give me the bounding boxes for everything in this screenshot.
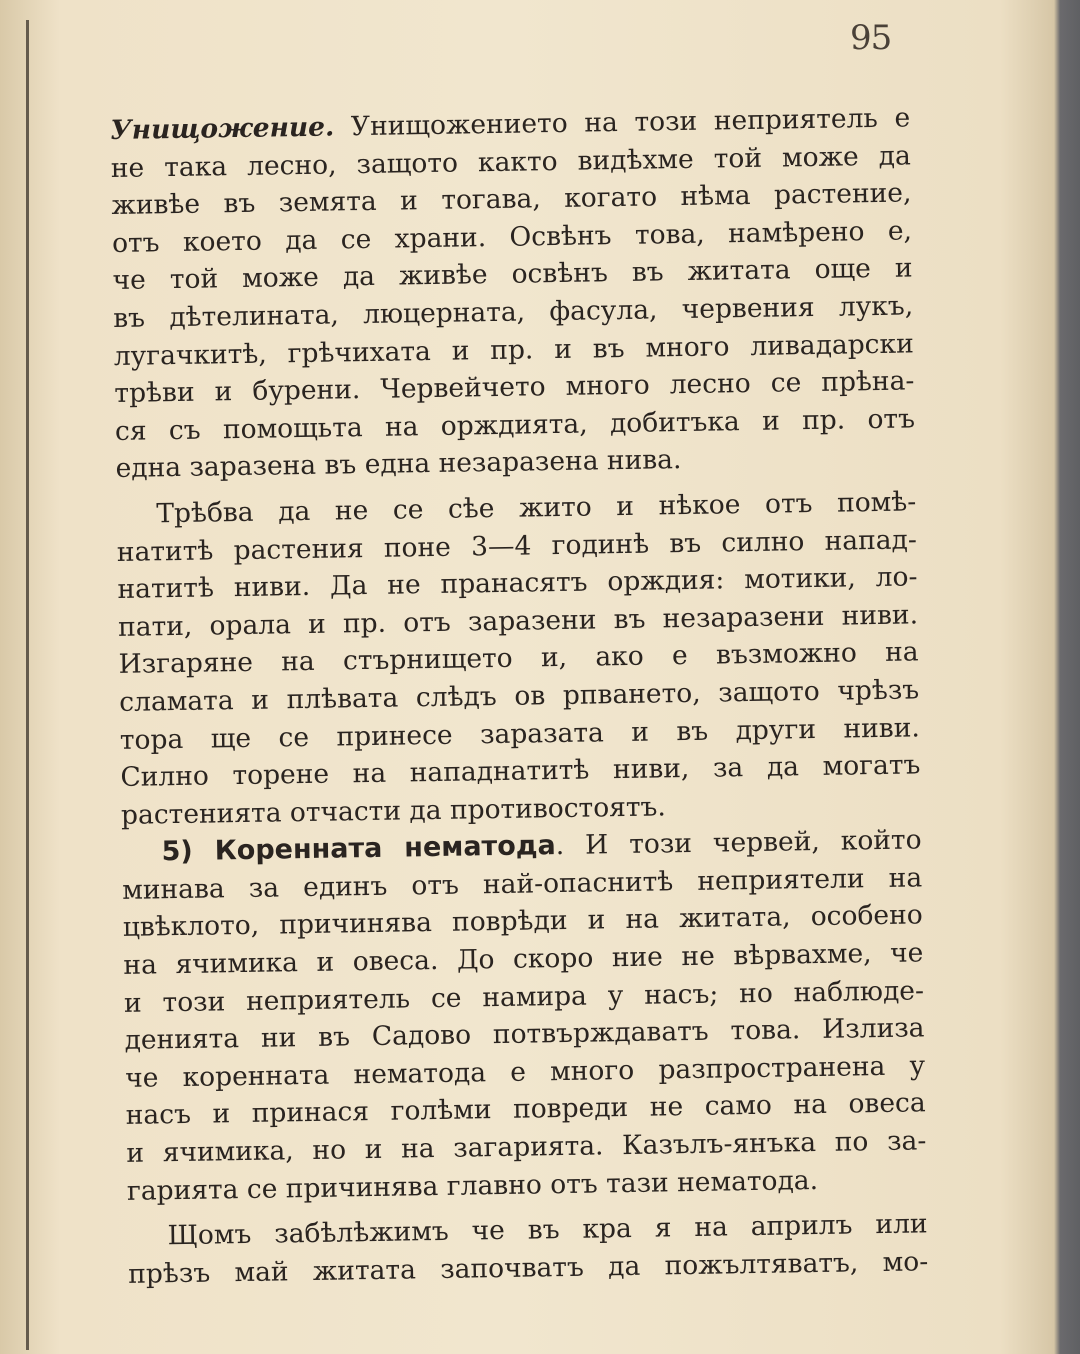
paragraph-symptoms [127, 1206, 928, 1294]
text-line: и този неприятель се намира у насъ; но наблюде- [123, 974, 925, 1019]
text-line: една заразена въ една незаразена нива. [115, 444, 682, 485]
text-line: Силно торене на нападнатитѣ ниви, за да могатъ [120, 749, 921, 794]
text-line: живѣе въ земята и тогава, когато нѣма растение, [111, 177, 912, 222]
page-gutter-line [26, 20, 29, 1350]
text-line: 5) Коренната нематода. И този червей, който [161, 824, 922, 868]
text-line: сламата и плѣвата слѣдъ ов рпването, защото чрѣзъ [119, 674, 920, 718]
text-line: гарията се причинява главно отъ тази нематода. [126, 1164, 819, 1207]
paragraph-destruction [110, 99, 916, 487]
paragraph-measures [116, 483, 921, 834]
section-heading-destruction: Унищожение. [110, 111, 335, 146]
text-line: ся съ помощьта на орждията, добитъка и пр. отъ [114, 403, 916, 447]
text-line: че коренната нематода е много разпространена у [124, 1050, 926, 1094]
text-line: че той може да живѣе освѣнъ въ житата още и [112, 252, 913, 297]
text-line: Изгаряне на стърнището и, ако е възможно на [118, 636, 919, 681]
section-heading-root-nematode: 5) Коренната нематода [161, 830, 556, 868]
text-line: растенията отчасти да противостоятъ. [120, 791, 667, 831]
text-line: прѣзъ май житата започватъ да пожълтяватъ, мо- [128, 1246, 929, 1290]
paragraph-root-nematode [121, 822, 927, 1210]
text-line: отъ което да се храни. Освѣнъ това, намѣрено е, [111, 215, 913, 259]
page-number: 95 [850, 18, 892, 58]
text-line: лугачкитѣ, грѣчихата и пр. и въ много ливадарски [113, 327, 914, 372]
text-line: Трѣбва да не се сѣе жито и нѣкое отъ помѣ- [156, 486, 917, 530]
text-line: минава за единъ отъ най-опаснитѣ неприятели на [121, 862, 923, 906]
text-line: въ дѣтелината, люцерната, фасула, червения лукъ, [112, 290, 914, 334]
text-line: не така лесно, защото както видѣхме той може да [110, 140, 912, 184]
body-text [110, 99, 928, 1293]
text-line: и ячимика, но и на загарията. Казълъ-янъка по за- [126, 1125, 927, 1169]
text-line: Щомъ забѣлѣжимъ че въ кра я на априлъ или [167, 1208, 928, 1252]
text-line: трѣви и бурени. Червейчето много лесно се прѣна- [114, 365, 915, 410]
text-line: тора ще се принесе заразата и въ други ниви. [119, 711, 921, 756]
text-line: натитѣ ниви. Да не пранасятъ орждия: мотики, ло- [117, 561, 918, 606]
text-line: пати, орала и пр. отъ заразени въ незаразени ниви. [117, 599, 919, 643]
text-line: на ячимика и овеса. До скоро ние не вѣрвахме, че [123, 937, 924, 981]
text-line: Унищожение. Унищожението на този неприятель е [110, 102, 911, 146]
text-line: денията ни въ Садово потвърждаватъ това. Излиза [124, 1012, 925, 1057]
text-line: насъ и принася голѣми повреди не само на овеса [125, 1087, 926, 1132]
text-line: цвѣклото, причинява поврѣди и на житата, особено [122, 899, 923, 944]
text-line: натитѣ растения поне 3—4 годинѣ въ силно напад- [116, 523, 918, 568]
